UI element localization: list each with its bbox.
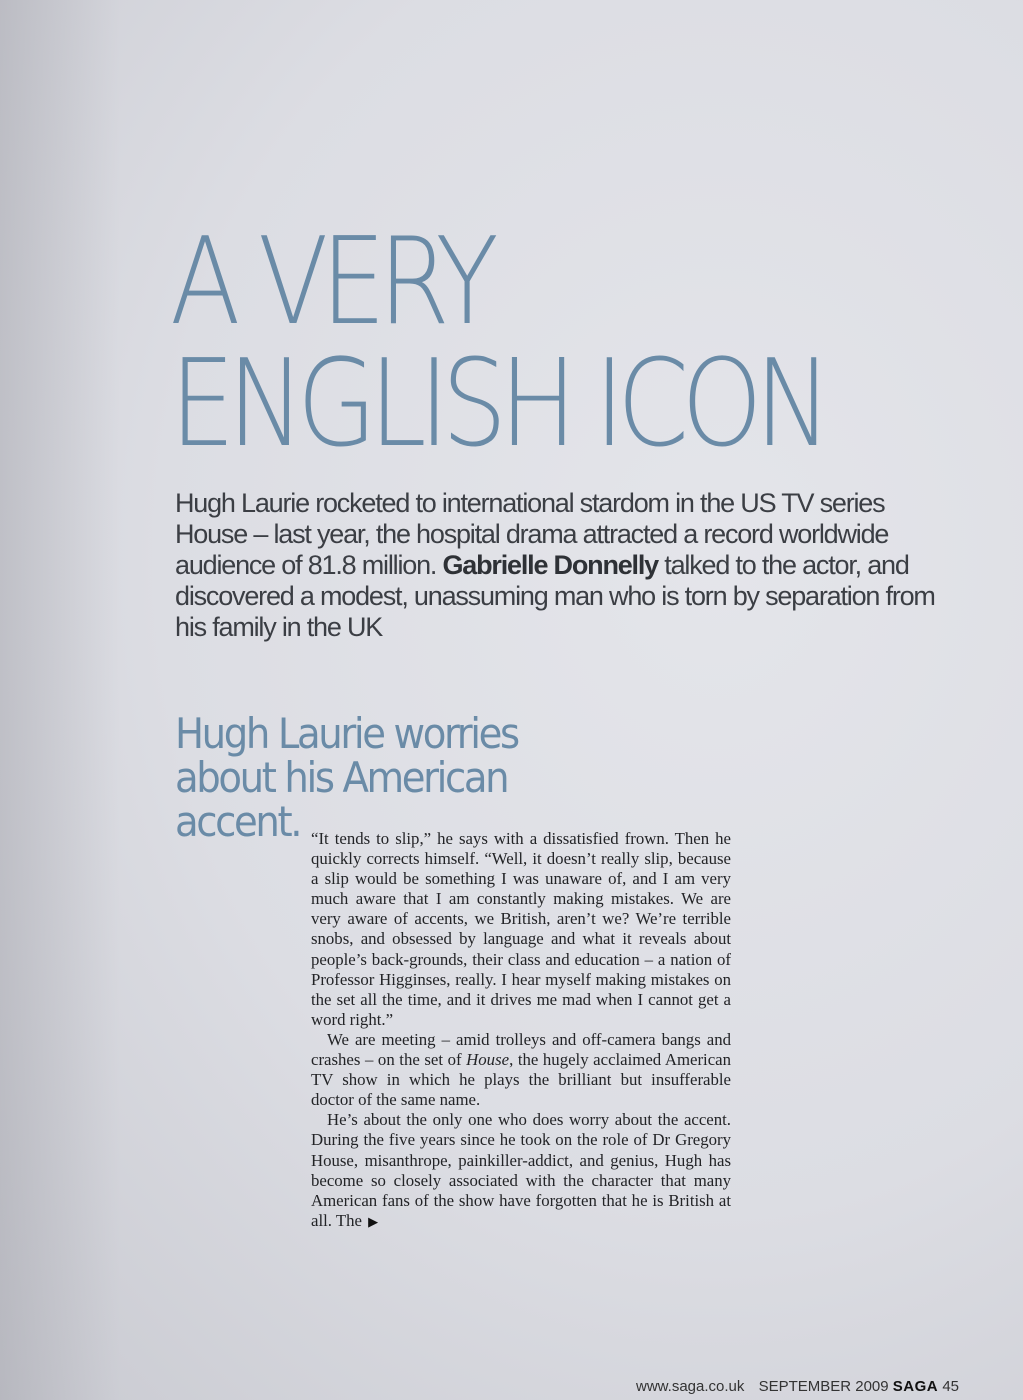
subhead-line-3: accent. <box>175 797 301 846</box>
body-paragraph-2-start: We are meeting – amid trolleys and off-camera bangs and crashes – on the set of <box>311 1029 731 1070</box>
headline-line-1: A VERY <box>170 213 491 352</box>
subhead-line-2: about his American <box>175 753 508 802</box>
show-title: House <box>466 1050 510 1070</box>
page-gutter-shadow <box>0 0 120 1400</box>
page-footer <box>636 1378 959 1395</box>
headline <box>170 213 858 474</box>
pull-subhead <box>175 709 561 846</box>
standfirst-outro: talked to the actor, and discovered a modest, unassuming man who is torn by separation from his family in the UK <box>175 550 935 642</box>
body-paragraph-2 <box>311 1030 731 1110</box>
footer-page-number: 45 <box>942 1378 959 1395</box>
article-body <box>311 829 731 1232</box>
body-paragraph-3 <box>311 1110 731 1232</box>
body-paragraph-3-text: He’s about the only one who does worry about the accent. During the five years since he took on the role of Dr Gregory House, misanthrope, painkiller-addict, and genius, Hugh has become so closely associated with the character that many American fans of the show have forgotten that he is British at all. The <box>311 1110 731 1230</box>
standfirst <box>175 488 935 643</box>
body-paragraph-1: “It tends to slip,” he says with a dissatisfied frown. Then he quickly corrects himself. “Well, it doesn’t really slip, because a slip would be something I was unaware of, and I am very much aware that I am constantly making mistakes. We are very aware of accents, we British, aren’t we? We’re terrible snobs, and obsessed by language and what it reveals about people’s back-grounds, their class and education – a nation of Professor Higginses, really. I hear myself making mistakes on the set all the time, and it drives me mad when I cannot get a word right.” <box>311 829 731 1029</box>
continue-arrow-icon: ▶ <box>368 1213 379 1229</box>
headline-line-2: ENGLISH ICON <box>170 335 825 474</box>
author-byline: Gabrielle Donnelly <box>442 550 658 580</box>
footer-brand: SAGA <box>892 1378 939 1395</box>
standfirst-intro: Hugh Laurie rocketed to international stardom in the US TV series House – last year, the hospital drama attracted a record worldwide audience of 81.8 million. <box>175 488 889 580</box>
footer-url: www.saga.co.uk <box>636 1378 745 1395</box>
body-paragraph-2-end: , the hugely acclaimed American TV show in which he plays the brilliant but insufferable doctor of the same name. <box>311 1050 731 1110</box>
subhead-line-1: Hugh Laurie worries <box>175 709 518 758</box>
footer-issue: SEPTEMBER 2009 <box>758 1378 889 1395</box>
